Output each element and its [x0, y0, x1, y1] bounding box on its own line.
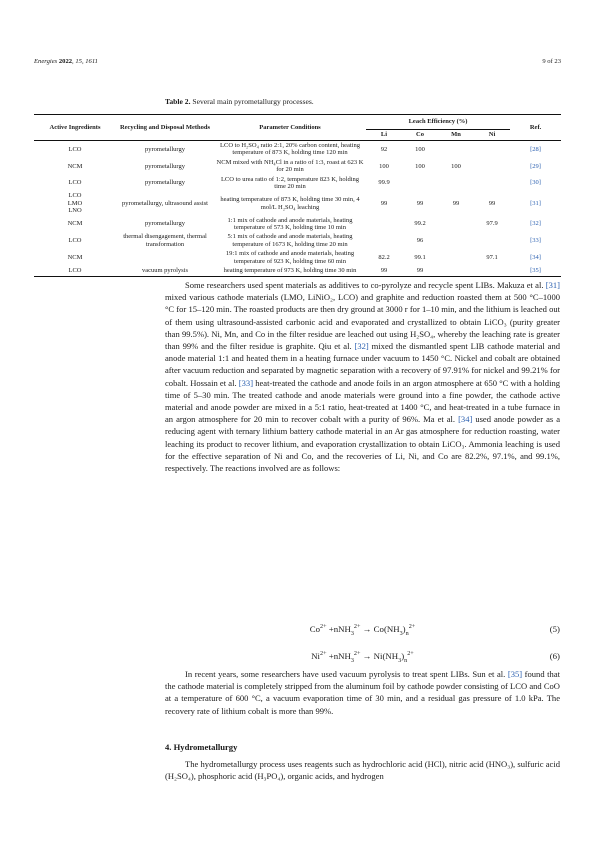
header-mn: Mn	[438, 130, 474, 141]
cell-ni: 97.1	[486, 253, 498, 261]
cell-active: LCO	[34, 266, 116, 276]
table-caption	[165, 97, 314, 106]
cell-active: NCM	[67, 220, 83, 228]
section-heading: 4. Hydrometallurgy	[165, 742, 238, 752]
cell-co: 99	[402, 266, 438, 276]
header-methods: Recycling and Disposal Methods	[116, 115, 214, 141]
cell-li: 92	[380, 145, 388, 153]
cell-mn: 100	[451, 162, 461, 170]
table-row	[34, 191, 561, 215]
journal-year: 2022	[58, 58, 73, 65]
equation-6-formula: $Ni^{2+} +nNH_3^{2+} \to Ni(NH_3)_n^{2+}$	[311, 651, 414, 664]
cell-li: 99	[380, 199, 388, 207]
cell-active: LCO	[68, 145, 82, 153]
cell-active: LCO	[68, 179, 82, 187]
cell-co: 99	[416, 199, 424, 207]
cell-co: 100	[415, 145, 425, 153]
cell-active: NCM	[67, 253, 83, 261]
cell-params: heating temperature of 973 K, holding time 30 min	[214, 266, 366, 276]
cell-method	[116, 249, 214, 266]
cell-co: 96	[416, 237, 424, 245]
cell-method: pyrometallurgy, ultrasound assist	[122, 199, 208, 207]
equation-6-number: (6)	[549, 651, 560, 661]
cell-params: LCO to urea ratio of 1:2, temperature 823 K, holding time 20 min	[220, 175, 360, 191]
citation-link[interactable]: [34]	[458, 414, 473, 425]
cell-ref[interactable]: [35]	[510, 266, 561, 276]
cell-ref[interactable]: [30]	[530, 179, 541, 187]
header-active-ingredients: Active Ingredients	[34, 115, 116, 141]
table-row	[34, 175, 561, 192]
cell-co: 99.1	[414, 253, 426, 261]
table-label: Table 2.	[165, 97, 191, 106]
equation-6	[165, 651, 560, 665]
cell-co: 100	[415, 162, 425, 170]
cell-ni: 99	[488, 199, 496, 207]
cell-ref[interactable]: [33]	[530, 237, 541, 245]
table-row	[34, 158, 561, 175]
header-leach-efficiency: Leach Efficiency (%)	[366, 115, 510, 130]
paragraph-vacuum-pyrolysis: In recent years, some researchers have used vacuum pyrolysis to treat spent LIBs. Sun et al. [35] found that the cathode material is completely stripped from the aluminum foil by cathode powder consisting of LCO and CoO at a temperature of 600 °C, a vacuum evaporation time of 30 min, and a residual gas pressure of 1.0 kPa. The recovery rate of lithium cobalt is more than 99%.	[165, 669, 560, 716]
cell-li: 99	[366, 266, 402, 276]
cell-li	[366, 216, 402, 233]
cell-params: NCM mixed with NH₄Cl in a ratio of 1:3, roast at 623 K for 20 min	[216, 158, 364, 174]
table-row	[34, 232, 561, 249]
cell-co	[402, 175, 438, 192]
equation-5	[165, 624, 560, 638]
cell-params: 5:1 mix of cathode and anode materials, heating temperature of 1673 K, holding time 20 min	[227, 233, 353, 248]
cell-ref[interactable]: [28]	[530, 145, 541, 153]
cell-params: 19:1 mix of cathode and anode materials, heating temperature of 923 K, holding time 60 min	[225, 250, 355, 265]
cell-mn	[438, 232, 474, 249]
cell-li: 100	[379, 162, 389, 170]
header-parameter-conditions: Parameter Conditions	[214, 115, 366, 141]
cell-mn	[438, 141, 474, 158]
cell-method: pyrometallurgy	[145, 162, 185, 170]
cell-method: pyrometallurgy	[145, 145, 185, 153]
cell-params: heating temperature of 873 K, holding time 30 min, 4 mol/L H₂SO₄ leaching	[220, 196, 360, 211]
cell-method: vacuum pyrolysis	[116, 266, 214, 276]
journal-volume: , 15, 1611	[72, 58, 98, 65]
cell-co: 99.2	[414, 220, 426, 228]
cell-li: 82.2	[378, 253, 390, 261]
cell-ref[interactable]: [29]	[530, 162, 541, 170]
cell-method: thermal disengagement, thermal transformation	[123, 233, 207, 248]
cell-params: LCO to H₂SO₄ ratio 2:1, 20% carbon content, heating temperature of 873 K, holding time 120 min	[220, 142, 360, 157]
cell-mn	[438, 175, 474, 192]
header-li: Li	[366, 130, 402, 141]
cell-mn	[438, 249, 474, 266]
header-ref: Ref.	[510, 115, 561, 141]
citation-link[interactable]: [32]	[354, 341, 369, 352]
cell-active: NCM	[67, 162, 83, 170]
journal-name: Energies	[34, 58, 58, 65]
cell-ni	[474, 232, 510, 249]
table-row	[34, 266, 561, 276]
journal-citation	[34, 58, 98, 65]
cell-li	[366, 232, 402, 249]
cell-method: pyrometallurgy	[145, 220, 185, 228]
cell-mn	[438, 216, 474, 233]
running-header	[34, 58, 561, 68]
cell-li: 99.9	[378, 179, 390, 187]
cell-ni: 97.9	[486, 220, 498, 228]
table-row	[34, 249, 561, 266]
cell-mn: 99	[452, 199, 460, 207]
paragraph-co-pyrolysis: Some researchers used spent materials as additives to co-pyrolyze and recycle spent LIBs. Makuza et al. [31] mixed various cathode materials (LMO, LiNiO₂, LCO) and graphite and reduction roasted them at 500 °C–1000 °C for 15–120 min. The roasted products are then dry ground at 3000 r for 1–10 min, and the lithium is leached out of them using ultrasound-assisted carbonic acid and evaporated and crystallized to obtain LiCO₃ (purity greater than 99.5%). Ni, Mn, and Co in the filter residue are leached out using H₂SO₄, whereby the leaching rate is greater than 99% and the filter residue is graphite. Qiu et al. [32] mixed the dismantled spent LIB cathode material and anode material 1:1 and heated them in a heating furnace under vacuum to 1450 °C. Nickel and cobalt are obtained after vacuum reduction and separated by magnetic separation with a recovery of 97.91% for nickel and 99.21% for cobalt. Hossain et al. [33] heat-treated the cathode and anode foils in an argon atmosphere at 650 °C with a holding time of 5–30 min. The treated cathode and anode materials were ground into a fine powder, the cathode active material and anode powder are mixed in a 5:1 ratio, heat-treated at 1400 °C, and heat-treated in a tube furnace in an argon atmosphere for 20 min to recover cobalt with a purity of 96%. Ma et al. [34] used anode powder as a reducing agent with ternary lithium battery cathode material in an Ar gas atmosphere for reduction roasting, water leaching its product to recover lithium, and evaporation crystallization to obtain LiCO₃. Ammonia leaching is used for the effective separation of Ni and Co, and the recoveries of Li, Ni, and Co are 82.2%, 97.1%, and 99.1%, respectively. The reactions involved are as follows:	[165, 280, 560, 474]
cell-ref[interactable]: [31]	[530, 199, 541, 207]
citation-link[interactable]: [35]	[507, 669, 523, 679]
cell-active: LCO	[68, 237, 82, 245]
table-caption-text: Several main pyrometallurgy processes.	[190, 97, 314, 106]
equation-5-number: (5)	[549, 624, 560, 634]
header-ni: Ni	[474, 130, 510, 141]
cell-ni	[474, 175, 510, 192]
table-row	[34, 216, 561, 233]
cell-method: pyrometallurgy	[145, 179, 185, 187]
citation-link[interactable]: [33]	[238, 377, 254, 388]
cell-mn	[438, 266, 474, 276]
cell-ref[interactable]: [32]	[530, 220, 541, 228]
cell-active: LCO LMO LNO	[67, 192, 83, 215]
cell-params: 1:1 mix of cathode and anode materials, heating temperature of 573 K, holding time 10 min	[227, 216, 353, 232]
header-co: Co	[402, 130, 438, 141]
equation-5-formula: $Co^{2+} +nNH_3^{2+} \to Co(NH_3)_n^{2+}$	[309, 624, 416, 637]
table-row	[34, 141, 561, 158]
cell-ni	[474, 158, 510, 175]
cell-ni	[474, 266, 510, 276]
cell-ref[interactable]: [34]	[530, 253, 541, 261]
page-number: 9 of 23	[542, 58, 561, 65]
pyrometallurgy-table	[34, 114, 561, 277]
paragraph-hydrometallurgy: The hydrometallurgy process uses reagents such as hydrochloric acid (HCl), nitric acid (HNO₃), sulfuric acid (H₂SO₄), phosphoric acid (H₃PO₄), organic acids, and hydrogen	[165, 759, 560, 782]
cell-ni	[474, 141, 510, 158]
citation-link[interactable]: [31]	[545, 280, 560, 290]
